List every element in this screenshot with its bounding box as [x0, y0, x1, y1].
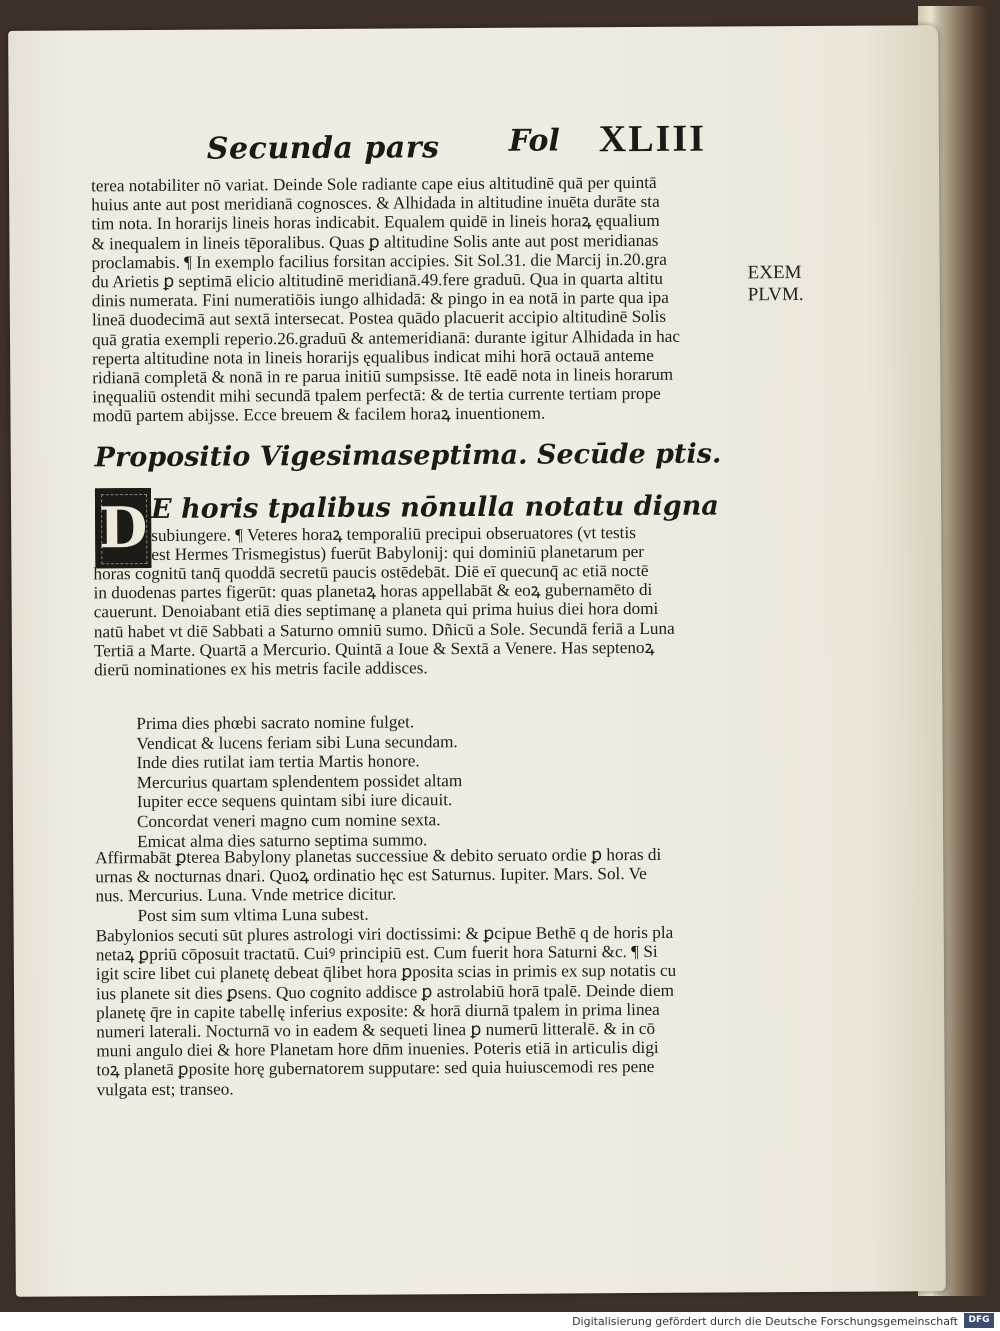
- section-title: E horis tpalibus nōnulla notatu digna: [150, 490, 719, 525]
- text-line: in duodenas partes figerūt: quas planetaꝝ horas appellabāt & eoꝝ gubernamēto di: [93, 580, 653, 603]
- text-line: lineā duodecimā aut sextā intersecat. Postea quādo placuerit accipio altitudinē Solis: [91, 307, 667, 330]
- verse-line: Emicat alma dies saturno septima summo.: [137, 829, 428, 851]
- text-line: igit scire libet cui planetę debeat q̄libet hora ꝑposita scias in primis ex sup notatis cu: [95, 961, 677, 984]
- text-line: nus. Mercurius. Luna. Vnde metrice dicitur.: [95, 884, 397, 906]
- text-line: toꝝ planetā ꝑposite horę gubernatorem supputare: sed quia huiuscemodi res pene: [96, 1057, 655, 1080]
- text-line: muni angulo diei & hore Planetam hore dn̄m inuenies. Poteris etiā in articulis digi: [96, 1038, 659, 1061]
- text-line: Affirmabāt ꝑterea Babylony planetas successiue & debito seruato ordie ꝑ horas di: [95, 844, 662, 868]
- paragraph-3: [95, 844, 739, 906]
- text-line: urnas & nocturnas dnari. Quoꝝ ordinatio hęc est Saturnus. Iupiter. Mars. Sol. Ve: [95, 864, 647, 887]
- book-page: [8, 25, 946, 1297]
- text-line: dierū nominationes ex his metris facile addisces.: [93, 658, 428, 680]
- text-line: inęqualiū ostendit mihi secundā tpalem perfectā: & de tertia currente tertiam prope: [92, 384, 661, 407]
- paragraph-2-opening: [151, 522, 737, 564]
- text-line: du Arietis ꝑ septimā elicio altitudinē meridianā.49.fere graduū. Qua in quarta altitu: [91, 268, 663, 292]
- text-line: & inequalem in lineis tēporalibus. Quas ꝑ altitudine Solis ante aut post meridianas: [91, 230, 659, 253]
- margin-note: [748, 262, 838, 307]
- text-line: natū habet vt diē Sabbati a Saturno omniū sumo. Dñicū a Sole. Secundā feriā a Luna: [93, 618, 675, 641]
- verse-line: Inde dies rutilat iam tertia Martis honore.: [136, 751, 420, 773]
- poem-verses: [136, 710, 737, 851]
- text-line: dinis numerata. Fini numeratiōis iungo alhidadā: & pingo in ea notā in parte qua ipa: [91, 288, 669, 311]
- text-line: cauerunt. Denoiabant etiā dies septimanę a planeta qui prima huius diei hora domi: [93, 599, 659, 622]
- text-line: quā gratia exempli reperio.26.graduū & antemeridianā: durante igitur Alhidada in hac: [91, 326, 681, 349]
- text-line: ridianā completā & nonā in re parua initiū sumpsisse. Itē eadē nota in lineis horarum: [92, 364, 674, 388]
- paragraph-4: [96, 922, 741, 1099]
- text-line: ius planete sit dies ꝑsens. Quo cognito addisce ꝑ astrolabiū horā tpalē. Deinde diem: [95, 980, 674, 1003]
- text-line: terea notabiliter nō variat. Deinde Sole radiante cape eius altitudinē quā per quintā: [91, 172, 657, 196]
- text-line: netaꝝ ꝑpriū cōposuit tractatū. Cuiꝰ principiū est. Cum fuerit hora Saturni &c. ¶ Si: [95, 942, 658, 965]
- text-line: modū partem abijsse. Ecce breuem & facilem horaꝝ inuentionem.: [92, 404, 546, 426]
- funding-notice: Digitalisierung gefördert durch die Deutsche Forschungsgemeinschaft: [572, 1315, 958, 1328]
- text-line: huius ante aut post meridianā cognosces. & Alhidada in altitudine inuēta durāte sta: [91, 192, 660, 215]
- verse-line: Iupiter ecce sequens quintam sibi iure dicauit.: [136, 790, 453, 812]
- text-line: reperta altitudine nota in lineis horarijs ęqualibus indicat mihi horā octauā anteme: [92, 345, 654, 369]
- page-content: [8, 25, 946, 1297]
- initial-letter: D: [98, 495, 148, 562]
- text-line: numeri laterali. Nocturnā vo in eadem & sequeti linea ꝑ numerū litteralē. & in cō: [96, 1018, 656, 1042]
- text-line: proclamabis. ¶ In exemplo facilius forsitan accipies. Sit Sol.31. die Marcij in.20.gra: [91, 249, 667, 273]
- text-line: est Hermes Trismegistus) fuerūt Babylonij: qui dominiū planetarum per: [151, 542, 645, 565]
- text-line: vulgata est; transeo.: [96, 1079, 234, 1099]
- paragraph-2: [93, 560, 738, 679]
- verse-line: Concordat veneri magno cum nomine sexta.: [136, 810, 441, 832]
- verse-line: Mercurius quartam splendentem possidet altam: [136, 770, 463, 792]
- text-line: Babylonios secuti sūt plures astrologi viri doctissimi: & ꝑcipue Bethē q de horis pla: [95, 922, 674, 946]
- text-line: planetę q̄re in capite tabellę inferius exposite: & horā diurnā tpalem in prima linea: [96, 999, 660, 1023]
- margin-note-line: EXEM: [747, 262, 802, 284]
- paragraph-1: [91, 172, 737, 426]
- margin-note-line: PLVM.: [747, 283, 804, 306]
- text-line: tim nota. In horarijs lineis horas indicabit. Equalem quidē in lineis horaꝝ ęqualium: [91, 211, 660, 234]
- dfg-logo: DFG: [964, 1313, 994, 1328]
- folio-label: Fol: [508, 123, 561, 159]
- section-heading: Propositio Vigesimaseptima. Secūde ptis.: [94, 438, 722, 474]
- folio-number: XLIII: [598, 117, 707, 161]
- decorated-initial: [95, 488, 151, 568]
- verse-line: Post sim sum vltima Luna subest.: [137, 904, 369, 926]
- text-line: horas cognitū tanq̄ quoddā secretū paucis ostēdebāt. Diē eī quecunq̄ ac etiā noctē: [93, 560, 649, 584]
- text-line: Tertiā a Marte. Quartā a Mercurio. Quintā a Ioue & Sextā a Venere. Has septenoꝝ: [93, 637, 655, 661]
- text-line: subiungere. ¶ Veteres horaꝝ temporaliū precipui obseruatores (vt testis: [151, 523, 636, 545]
- running-head: Secunda pars: [206, 130, 440, 167]
- verse-line: Prima dies phœbi sacrato nomine fulget.: [136, 712, 415, 734]
- verse-line: Vendicat & lucens feriam sibi Luna secundam.: [136, 731, 458, 753]
